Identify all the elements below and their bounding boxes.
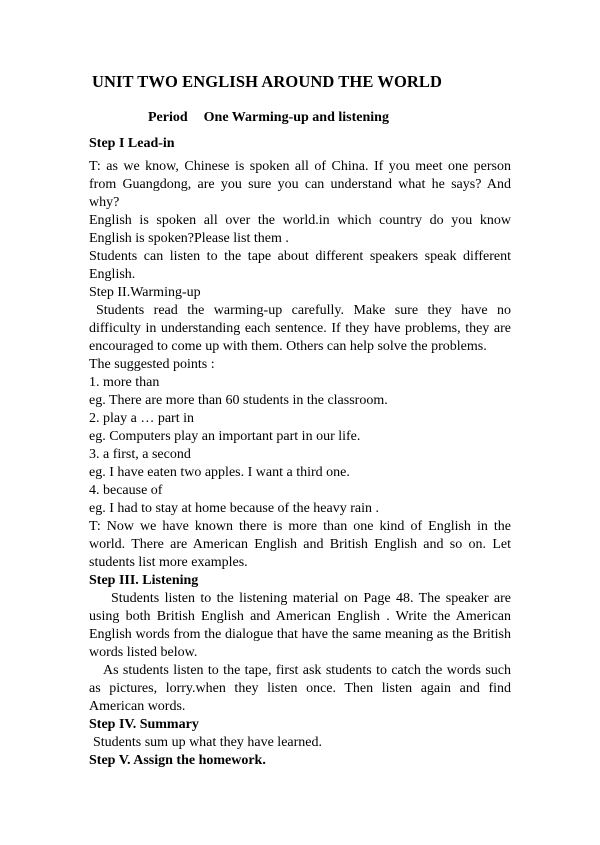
suggested-points-label: The suggested points : [89,357,215,372]
step-heading-summary: Step IV. Summary [89,717,199,732]
warming-up-paragraph-1: Students read the warming-up carefully. Make sure they have no difficulty in understanding each sentence. If they have problems, they are encouraged to come up with them. Others can help solve the problems. [89,303,511,354]
point-item: 1. more than [89,375,160,390]
point-example: eg. I have eaten two apples. I want a third one. [89,465,350,480]
unit-title: UNIT TWO ENGLISH AROUND THE WORLD [92,72,443,91]
point-example: eg. There are more than 60 students in the classroom. [89,393,388,408]
period-topic: One Warming-up and listening [203,110,389,125]
point-item: 4. because of [89,483,163,498]
step-heading-lead-in: Step I Lead-in [89,136,175,151]
lead-in-paragraph-2: English is spoken all over the world.in which country do you know English is spoken?Please list them . [89,213,511,246]
warming-up-paragraph-2: T: Now we have known there is more than one kind of English in the world. There are American English and British English and so on. Let students list more examples. [89,519,511,570]
step-heading-warming-up: Step II.Warming-up [89,285,201,300]
summary-paragraph: Students sum up what they have learned. [93,735,323,750]
period-subtitle [148,110,389,126]
listening-paragraph-2: As students listen to the tape, first ask students to catch the words such as pictures, lorry.when they listen once. Then listen again and find American words. [89,663,511,714]
point-example: eg. Computers play an important part in our life. [89,429,361,444]
lead-in-paragraph-1: T: as we know, Chinese is spoken all of China. If you meet one person from Guangdong, are you sure you can understand what he says? And why? [89,159,511,210]
lesson-body [89,135,511,770]
step-heading-homework: Step V. Assign the homework. [89,753,266,768]
period-label: Period [148,110,188,125]
point-example: eg. I had to stay at home because of the heavy rain . [89,501,380,516]
step-heading-listening: Step III. Listening [89,573,199,588]
point-item: 2. play a … part in [89,411,194,426]
listening-paragraph-1: Students listen to the listening material on Page 48. The speaker are using both British English and American English . Write the American English words from the dialogue that have the same meaning as the British words listed below. [89,591,511,660]
point-item: 3. a first, a second [89,447,191,462]
lead-in-paragraph-3: Students can listen to the tape about different speakers speak different English. [89,249,511,282]
